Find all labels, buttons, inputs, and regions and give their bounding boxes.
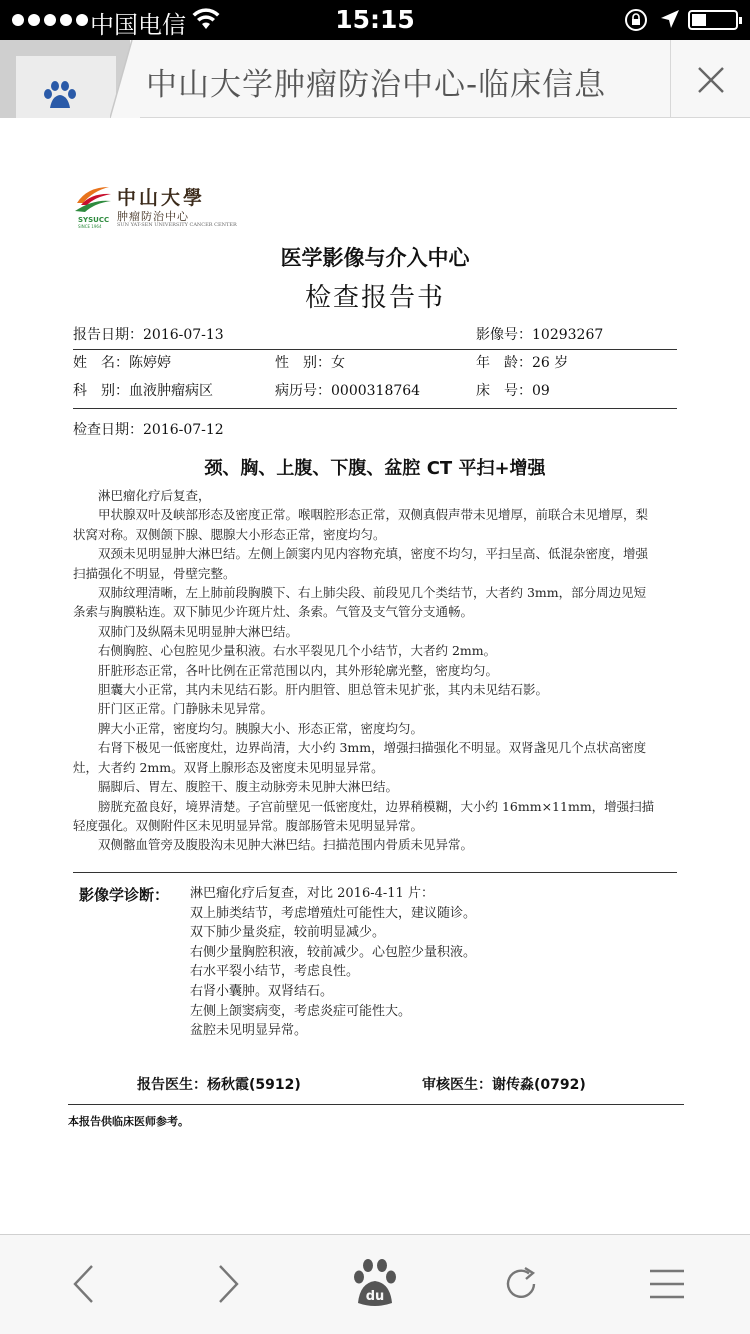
diagnosis-item: 右肾小囊肿。双肾结石。 xyxy=(190,983,334,999)
divider-line xyxy=(73,872,677,873)
carrier-name: 中国电信 xyxy=(90,11,186,39)
findings-paragraph: 双肺纹理清晰，左上肺前段胸膜下、右上肺尖段、前段见几个类结节，大者约 3mm，部分周边见短条索与胸膜粘连。双下肺见少许斑片灶、条索。气管及支气管分支通畅。 xyxy=(73,585,647,620)
medical-record-number: 病历号：0000318764 xyxy=(275,383,421,399)
diagnosis-label: 影像学诊断： xyxy=(79,886,170,904)
close-icon xyxy=(697,66,725,94)
baidu-paw-icon xyxy=(40,80,80,114)
diagnosis-item: 双下肺少量炎症，较前明显减少。 xyxy=(190,925,386,941)
patient-ward: 科 别：血液肿瘤病区 xyxy=(73,383,213,399)
sysucc-logo xyxy=(73,185,113,217)
findings-paragraph: 膀胱充盈良好，境界清楚。子宫前壁见一低密度灶，边界稍模糊，大小约 16mm×11mm，增强扫描轻度强化。双侧附件区未见明显异常。腹部肠管未见明显异常。 xyxy=(73,798,655,833)
report-document xyxy=(0,119,750,1233)
divider-line xyxy=(73,349,677,350)
diagnosis-item: 盆腔未见明显异常。 xyxy=(190,1023,308,1039)
logo-name: 中山大學 xyxy=(117,187,206,209)
forward-button[interactable] xyxy=(216,1263,242,1309)
findings-paragraph: 脾大小正常，密度均匀。胰腺大小、形态正常，密度均匀。 xyxy=(98,720,424,736)
findings-paragraph: 肝脏形态正常，各叶比例在正常范围以内，其外形轮廓光整，密度均匀。 xyxy=(98,662,499,678)
logo-english: SUN YAT-SEN UNIVERSITY CANCER CENTER xyxy=(117,222,237,228)
baidu-home-button[interactable] xyxy=(352,1259,398,1311)
image-number: 影像号：10293267 xyxy=(476,327,604,343)
refresh-icon xyxy=(502,1265,540,1303)
menu-button[interactable] xyxy=(650,1269,684,1303)
patient-age: 年 龄：26 岁 xyxy=(476,355,569,371)
back-button[interactable] xyxy=(70,1263,96,1309)
menu-icon xyxy=(650,1269,684,1299)
patient-name: 姓 名：陈婷婷 xyxy=(73,355,171,371)
status-bar xyxy=(0,0,750,40)
page-title: 中山大学肿瘤防治中心-临床信息 xyxy=(146,67,607,103)
findings-paragraph: 右侧胸腔、心包腔见少量积液。右水平裂见几个小结节，大者约 2mm。 xyxy=(98,643,497,659)
findings-paragraph: 肝门区正常。门静脉未见异常。 xyxy=(98,701,274,717)
diagnosis-item: 双上肺类结节，考虑增殖灶可能性大，建议随诊。 xyxy=(190,905,477,921)
exam-date: 检查日期：2016-07-12 xyxy=(73,422,224,438)
exam-title: 颈、胸、上腹、下腹、盆腔 CT 平扫+增强 xyxy=(204,458,546,479)
logo-since: SINCE 1964 xyxy=(78,224,102,229)
diagnosis-item: 右水平裂小结节，考虑良性。 xyxy=(190,964,360,980)
findings-paragraph: 双侧髂血管旁及腹股沟未见肿大淋巴结。扫描范围内骨质未见异常。 xyxy=(98,837,474,853)
logo-abbreviation: SYSUCC xyxy=(78,216,110,224)
location-arrow-icon xyxy=(660,9,680,33)
lock-rotation-icon xyxy=(623,8,649,36)
report-date: 报告日期：2016-07-13 xyxy=(73,327,224,343)
back-icon xyxy=(70,1263,96,1305)
diagnosis-item: 右侧少量胸腔积液，较前减少。心包腔少量积液。 xyxy=(190,944,477,960)
department-name: 医学影像与介入中心 xyxy=(280,246,470,270)
browser-nav-bar xyxy=(0,40,750,118)
report-footnote: 本报告供临床医师参考。 xyxy=(68,1115,189,1128)
reporting-doctor: 报告医生：杨秋霞(5912) xyxy=(137,1077,301,1093)
findings-paragraph: 双肺门及纵隔未见明显肿大淋巴结。 xyxy=(98,623,299,639)
findings-paragraph: 淋巴瘤化疗后复查， xyxy=(98,488,211,503)
close-button[interactable] xyxy=(670,40,750,118)
patient-sex: 性 别：女 xyxy=(275,355,345,371)
findings-paragraph: 膈脚后、胃左、腹腔干、腹主动脉旁未见肿大淋巴结。 xyxy=(98,779,399,795)
clock: 15:15 xyxy=(335,5,415,34)
logo-subtitle: 肿瘤防治中心 xyxy=(117,210,189,223)
findings-text xyxy=(73,486,655,855)
tab-divider xyxy=(110,40,140,118)
bed-number: 床 号：09 xyxy=(476,383,550,399)
diagnosis-item: 淋巴瘤化疗后复查，对比 2016-4-11 片： xyxy=(190,886,434,901)
findings-paragraph: 甲状腺双叶及峡部形态及密度正常。喉咽腔形态正常，双侧真假声带未见增厚，前联合未见增厚，梨状窝对称。双侧颌下腺、腮腺大小形态正常，密度均匀。 xyxy=(73,507,649,542)
findings-paragraph: 右肾下极见一低密度灶，边界尚清，大小约 3mm，增强扫描强化不明显。双肾盏见几个点状高密度灶，大者约 2mm。双肾上腺形态及密度未见明显异常。 xyxy=(73,740,647,775)
forward-icon xyxy=(216,1263,242,1305)
battery-icon xyxy=(688,10,738,30)
report-title: 检查报告书 xyxy=(304,283,445,313)
browser-toolbar xyxy=(0,1234,750,1334)
baidu-paw-icon xyxy=(352,1259,398,1307)
svg-text:du: du xyxy=(365,1289,385,1304)
findings-paragraph: 双颈未见明显肿大淋巴结。左侧上颌窦内见内容物充填，密度不均匀，平扫呈高、低混杂密度，增强扫描强化不明显，骨壁完整。 xyxy=(73,546,649,581)
diagnosis-list xyxy=(190,884,660,1041)
findings-paragraph: 胆囊大小正常，其内未见结石影。肝内胆管、胆总管未见扩张，其内未见结石影。 xyxy=(98,682,549,698)
divider-line xyxy=(73,408,677,409)
divider-line xyxy=(68,1104,684,1105)
reviewing-doctor: 审核医生：谢传淼(0792) xyxy=(422,1077,586,1093)
refresh-button[interactable] xyxy=(502,1265,540,1307)
diagnosis-item: 左侧上颌窦病变，考虑炎症可能性大。 xyxy=(190,1003,412,1019)
